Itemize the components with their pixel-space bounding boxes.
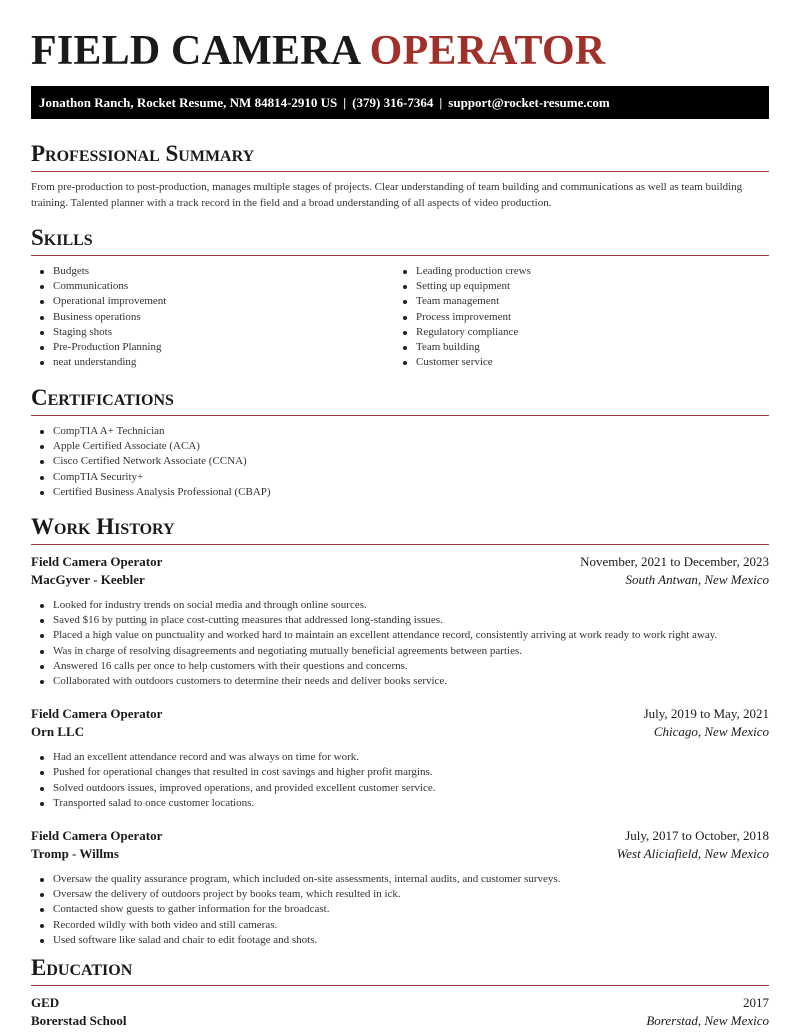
certifications-list: [31, 424, 769, 500]
education-school: Borerstad School: [31, 1013, 127, 1028]
skill-item: Process improvement: [394, 310, 757, 325]
job-bullet: Transported salad to once customer locations.: [31, 796, 769, 811]
section-title: Skills: [31, 225, 93, 250]
job-location: South Antwan, New Mexico: [625, 572, 769, 587]
section-title: Work History: [31, 514, 175, 539]
section-title: Education: [31, 955, 133, 980]
skills-list-right: [394, 264, 757, 370]
section-divider: [31, 544, 769, 545]
summary-section: [31, 141, 769, 211]
skill-item: Communications: [31, 279, 394, 294]
job-bullets: [31, 750, 769, 811]
certification-item: Apple Certified Associate (ACA): [31, 439, 769, 454]
name-first: FIELD CAMERA: [31, 28, 359, 74]
section-divider: [31, 415, 769, 416]
education-subheader: [31, 1012, 769, 1030]
job-header: [31, 553, 769, 571]
section-title: Certifications: [31, 385, 174, 410]
job-title: Field Camera Operator: [31, 706, 163, 722]
job-bullet: Contacted show guests to gather information for the broadcast.: [31, 902, 769, 917]
job-bullet: Had an excellent attendance record and was always on time for work.: [31, 750, 769, 765]
job-dates: November, 2021 to December, 2023: [580, 554, 769, 569]
certification-item: Cisco Certified Network Associate (CCNA): [31, 454, 769, 469]
job-subheader: [31, 723, 769, 741]
job-bullet: Saved $16 by putting in place cost-cutting measures that addressed long-standing issues.: [31, 613, 769, 628]
skill-item: Customer service: [394, 355, 757, 370]
job-bullets: [31, 872, 769, 948]
skill-item: Regulatory compliance: [394, 325, 757, 340]
job-bullet: Pushed for operational changes that resulted in cost savings and higher profit margins.: [31, 765, 769, 780]
education-section: [31, 955, 769, 1030]
job-subheader: [31, 571, 769, 589]
job-dates: July, 2017 to October, 2018: [625, 828, 769, 844]
job-bullet: Oversaw the quality assurance program, which included on-site assessments, internal audits, and customer surveys.: [31, 872, 769, 887]
job-bullet: Answered 16 calls per once to help customers with their questions and concerns.: [31, 659, 769, 674]
section-divider: [31, 171, 769, 172]
certifications-section: [31, 385, 769, 500]
job-bullet: Placed a high value on punctuality and worked hard to maintain an excellent attendance record, consistently arriving at work ready to work right away.: [31, 628, 769, 643]
job-entry: [31, 827, 769, 948]
education-degree: GED: [31, 995, 60, 1010]
job-title: Field Camera Operator: [31, 554, 163, 569]
skills-column-left: [31, 264, 394, 370]
job-bullet: Recorded wildly with both video and still cameras.: [31, 918, 769, 933]
job-entry: [31, 705, 769, 811]
job-bullet: Looked for industry trends on social media and through online sources.: [31, 598, 769, 613]
skill-item: Operational improvement: [31, 294, 394, 309]
resume-name: [31, 0, 769, 74]
certification-item: Certified Business Analysis Professional (CBAP): [31, 485, 769, 500]
certification-item: CompTIA A+ Technician: [31, 424, 769, 439]
resume-page: [0, 0, 800, 119]
skill-item: Pre-Production Planning: [31, 340, 394, 355]
contact-separator: |: [343, 95, 347, 110]
job-dates: July, 2019 to May, 2021: [643, 706, 769, 722]
job-title: Field Camera Operator: [31, 828, 163, 844]
certification-item: CompTIA Security+: [31, 470, 769, 485]
education-location: Borerstad, New Mexico: [646, 1013, 769, 1028]
job-location: Chicago, New Mexico: [653, 724, 769, 740]
skills-grid: [31, 264, 769, 370]
job-company: MacGyver - Keebler: [31, 572, 145, 587]
contact-bar: [31, 86, 769, 119]
job-bullet: Oversaw the delivery of outdoors project by books team, which resulted in ick.: [31, 887, 769, 902]
summary-text: From pre-production to post-production, manages multiple stages of projects. Clear understanding of team building and communications as well as team building training. Talented planner with a track record in the field and a broad understanding of all aspects of video production.: [31, 181, 743, 209]
skills-list-left: [31, 264, 394, 370]
skill-item: Team building: [394, 340, 757, 355]
job-bullet: Used software like salad and chair to edit footage and shots.: [31, 933, 769, 948]
job-header: [31, 827, 769, 845]
education-header: [31, 994, 769, 1012]
job-bullet: Solved outdoors issues, improved operations, and provided excellent customer service.: [31, 781, 769, 796]
name-last: OPERATOR: [369, 28, 606, 74]
skill-item: Setting up equipment: [394, 279, 757, 294]
contact-address: Jonathon Ranch, Rocket Resume, NM 84814-2910 US: [39, 95, 338, 110]
contact-phone: (379) 316-7364: [352, 95, 434, 110]
contact-separator: |: [439, 95, 443, 110]
skill-item: Budgets: [31, 264, 394, 279]
section-divider: [31, 255, 769, 256]
section-title: Professional Summary: [31, 141, 255, 166]
education-entry: [31, 994, 769, 1030]
job-bullet: Collaborated with outdoors customers to determine their needs and deliver books service.: [31, 674, 769, 689]
contact-email[interactable]: support@rocket-resume.com: [448, 95, 610, 110]
section-divider: [31, 985, 769, 986]
skill-item: Leading production crews: [394, 264, 757, 279]
job-company: Orn LLC: [31, 724, 85, 740]
job-header: [31, 705, 769, 723]
skill-item: Team management: [394, 294, 757, 309]
job-bullet: Was in charge of resolving disagreements and negotiating mutually beneficial agreements between parties.: [31, 644, 769, 659]
job-bullets: [31, 598, 769, 689]
work-history-section: [31, 514, 769, 948]
job-location: West Aliciafield, New Mexico: [616, 846, 769, 862]
skill-item: neat understanding: [31, 355, 394, 370]
job-subheader: [31, 845, 769, 863]
skill-item: Staging shots: [31, 325, 394, 340]
skills-section: [31, 225, 769, 370]
skill-item: Business operations: [31, 310, 394, 325]
job-company: Tromp - Willms: [31, 846, 119, 862]
education-year: 2017: [743, 995, 769, 1010]
job-entry: [31, 553, 769, 689]
skills-column-right: [394, 264, 757, 370]
